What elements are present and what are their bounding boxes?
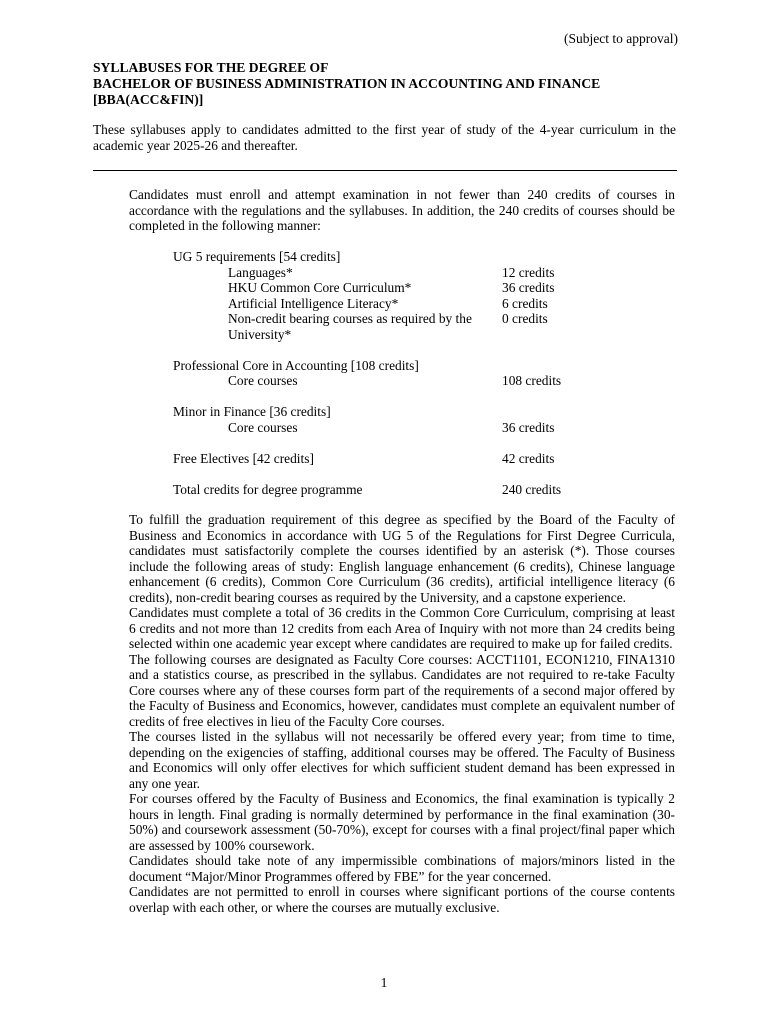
regulations-body: [129, 512, 675, 915]
requirement-item: [173, 373, 593, 389]
requirement-item-name: HKU Common Core Curriculum*: [228, 280, 412, 295]
paragraph: For courses offered by the Faculty of Business and Economics, the final examination is typically 2 hours in length. Final grading is normally determined by performance in the final examination (30-50%) and coursework assessment (50-70%), except for courses with a final project/final paper which are assessed by 100% coursework.: [129, 791, 675, 853]
paragraph: The following courses are designated as Faculty Core courses: ACCT1101, ECON1210, FINA1310 and a statistics course, as prescribed in the syllabus. Candidates are not required to re-take Faculty Core courses where any of these courses form part of the requirements of a second major offered by the Faculty of Business and Economics, however, candidates must complete an equivalent number of credits of free electives in lieu of the Faculty Core courses.: [129, 651, 675, 729]
requirement-heading-row: [173, 249, 593, 265]
title-line: SYLLABUSES FOR THE DEGREE OF: [93, 60, 329, 75]
requirement-heading-row: [173, 404, 593, 420]
requirement-item-credits: 36 credits: [502, 280, 555, 295]
intro-paragraph: Candidates must enroll and attempt examination in not fewer than 240 credits of courses in accordance with the regulations and the syllabuses. In addition, the 240 credits of courses should be completed in the following manner:: [129, 187, 675, 233]
paragraph: To fulfill the graduation requirement of this degree as specified by the Board of the Faculty of Business and Economics in accordance with UG 5 of the Regulations for First Degree Curricula, candidates must satisfactorily complete the courses identified by an asterisk (*). Those courses include the following areas of study: English language enhancement (6 credits), Chinese language enhancement (6 credits), Common Core Curriculum (36 credits), artificial intelligence literacy (6 credits), non-credit bearing courses as required by the University, and a capstone experience.: [129, 512, 675, 605]
requirement-item-credits: 108 credits: [502, 373, 562, 388]
requirement-heading-credits: 42 credits: [502, 450, 555, 466]
requirement-total-credits: 240 credits: [502, 481, 562, 497]
requirement-item-credits: 36 credits: [502, 419, 555, 435]
requirement-total-row: [173, 482, 593, 498]
requirement-item: [173, 311, 593, 342]
title-line: [BBA(ACC&FIN)]: [93, 92, 204, 107]
requirement-group: [173, 451, 593, 467]
requirement-heading: Professional Core in Accounting [108 credits]: [173, 357, 419, 373]
requirement-total-label: Total credits for degree programme: [173, 481, 363, 497]
requirement-item: [173, 280, 593, 296]
applicability-statement: These syllabuses apply to candidates admitted to the first year of study of the 4-year curriculum in the academic year 2025-26 and thereafter.: [93, 122, 676, 153]
approval-note: (Subject to approval): [564, 31, 678, 46]
requirement-heading: Free Electives [42 credits]: [173, 450, 314, 466]
paragraph: Candidates should take note of any impermissible combinations of majors/minors listed in the document “Major/Minor Programmes offered by FBE” for the year concerned.: [129, 853, 675, 884]
requirement-item: [173, 420, 593, 436]
requirement-item-credits: 12 credits: [502, 264, 555, 280]
requirement-item-name: Core courses: [228, 373, 298, 388]
document-title: [93, 60, 693, 108]
requirement-group: [173, 249, 593, 342]
requirement-heading-row: [173, 358, 593, 374]
requirement-item-name: Languages*: [228, 264, 293, 280]
requirement-heading-row: [173, 451, 593, 467]
page-number: 1: [380, 975, 388, 990]
requirement-item: [173, 265, 593, 281]
requirement-group: [173, 358, 593, 389]
requirement-item-name: Non-credit bearing courses as required by the University*: [228, 311, 472, 342]
paragraph: Candidates must complete a total of 36 credits in the Common Core Curriculum, comprising at least 6 credits and not more than 12 credits from each Area of Inquiry with not more than 24 credits being selected within one academic year except where candidates are required to make up for failed credits.: [129, 605, 675, 651]
credit-requirements-list: [173, 249, 593, 513]
requirement-item: [173, 296, 593, 312]
requirement-item-name: Core courses: [228, 419, 298, 435]
paragraph: Candidates are not permitted to enroll in courses where significant portions of the course contents overlap with each other, or where the courses are mutually exclusive.: [129, 884, 675, 915]
requirement-item-name: Artificial Intelligence Literacy*: [228, 295, 399, 311]
paragraph: The courses listed in the syllabus will not necessarily be offered every year; from time to time, depending on the exigencies of staffing, additional courses may be offered. The Faculty of Business and Economics will only offer electives for which sufficient student demand has been expressed in any one year.: [129, 729, 675, 791]
title-line: BACHELOR OF BUSINESS ADMINISTRATION IN ACCOUNTING AND FINANCE: [93, 76, 601, 91]
requirement-item-credits: 6 credits: [502, 295, 548, 311]
requirement-heading: Minor in Finance [36 credits]: [173, 404, 331, 419]
requirement-group: [173, 482, 593, 498]
requirement-group: [173, 404, 593, 435]
requirement-item-credits: 0 credits: [502, 311, 548, 326]
divider: [93, 170, 677, 171]
requirement-heading: UG 5 requirements [54 credits]: [173, 249, 341, 264]
